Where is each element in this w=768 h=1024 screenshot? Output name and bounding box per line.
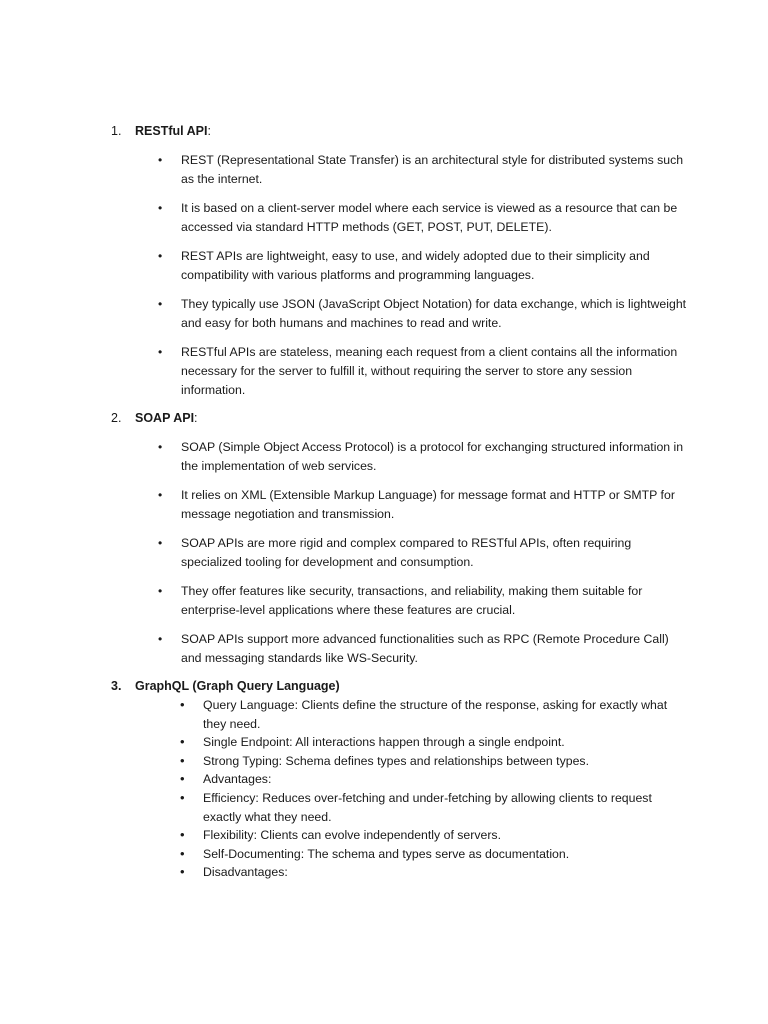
- list-item: [157, 247, 687, 285]
- list-item: [180, 789, 680, 826]
- list-item: [157, 438, 687, 476]
- list-item-text: SOAP (Simple Object Access Protocol) is a protocol for exchanging structured information in the implementation of web services.: [181, 440, 684, 473]
- bullet-icon: •: [180, 789, 185, 805]
- list-item: [180, 696, 680, 733]
- section-heading-restful: [111, 123, 211, 139]
- section-number: 3.: [111, 679, 122, 693]
- graphql-bullet-list: [180, 696, 680, 882]
- list-item: [157, 534, 687, 572]
- section-number: 2.: [111, 411, 122, 425]
- list-item-text: Strong Typing: Schema defines types and relationships between types.: [203, 753, 589, 768]
- bullet-icon: •: [158, 345, 163, 359]
- section-title: SOAP API: [135, 411, 195, 425]
- list-item: [157, 151, 687, 189]
- list-item: [180, 826, 680, 845]
- list-item: [180, 770, 680, 789]
- list-item-text: It relies on XML (Extensible Markup Language) for message format and HTTP or SMTP for message negotiation and transmission.: [181, 488, 675, 521]
- bullet-icon: •: [180, 827, 185, 843]
- list-item-text: REST (Representational State Transfer) is an architectural style for distributed systems such as the internet.: [181, 153, 684, 186]
- list-item: [157, 582, 687, 620]
- bullet-icon: •: [180, 697, 185, 712]
- list-item-text: SOAP APIs support more advanced functionalities such as RPC (Remote Procedure Call) and messaging standards like WS-Security.: [181, 632, 669, 665]
- list-item: [157, 630, 687, 668]
- section-title-suffix: :: [207, 124, 211, 138]
- list-item-text: Disadvantages:: [203, 865, 288, 880]
- list-item: [157, 199, 687, 237]
- list-item-text: Efficiency: Reduces over-fetching and under-fetching by allowing clients to request exactly what they need.: [203, 790, 652, 824]
- bullet-icon: •: [180, 864, 185, 880]
- list-item-text: Self-Documenting: The schema and types serve as documentation.: [203, 846, 570, 861]
- list-item: [180, 752, 680, 771]
- bullet-icon: •: [180, 734, 185, 750]
- bullet-icon: •: [158, 297, 163, 311]
- bullet-icon: •: [158, 153, 163, 167]
- bullet-icon: •: [180, 752, 185, 768]
- list-item-text: They offer features like security, transactions, and reliability, making them suitable for enterprise-level applications where these features are crucial.: [181, 584, 643, 617]
- section-number: 1.: [111, 124, 122, 138]
- list-item-text: REST APIs are lightweight, easy to use, and widely adopted due to their simplicity and compatibility with various platforms and programming languages.: [181, 249, 650, 282]
- list-item-text: SOAP APIs are more rigid and complex compared to RESTful APIs, often requiring specialized tooling for development and consumption.: [181, 536, 632, 569]
- bullet-icon: •: [158, 584, 163, 598]
- section-title-suffix: :: [194, 411, 198, 425]
- soap-bullet-list: [157, 438, 687, 678]
- list-item-text: They typically use JSON (JavaScript Object Notation) for data exchange, which is lightweight and easy for both humans and machines to read and write.: [181, 297, 687, 330]
- bullet-icon: •: [180, 845, 185, 861]
- bullet-icon: •: [180, 771, 185, 787]
- bullet-icon: •: [158, 201, 163, 215]
- list-item-text: Flexibility: Clients can evolve independently of servers.: [203, 828, 502, 843]
- bullet-icon: •: [158, 440, 163, 454]
- restful-bullet-list: [157, 151, 687, 410]
- section-heading-graphql: [111, 678, 340, 694]
- list-item: [180, 845, 680, 864]
- list-item-text: Query Language: Clients define the structure of the response, asking for exactly what they need.: [203, 698, 668, 731]
- list-item-text: Advantages:: [203, 772, 272, 787]
- list-item: [157, 343, 687, 400]
- list-item: [180, 863, 680, 882]
- list-item-text: It is based on a client-server model where each service is viewed as a resource that can be accessed via standard HTTP methods (GET, POST, PUT, DELETE).: [181, 201, 678, 234]
- bullet-icon: •: [158, 488, 163, 502]
- list-item-text: RESTful APIs are stateless, meaning each request from a client contains all the information necessary for the server to fulfill it, without requiring the server to store any session information.: [181, 345, 678, 397]
- section-title: GraphQL (Graph Query Language): [135, 679, 340, 693]
- bullet-icon: •: [158, 632, 163, 646]
- list-item: [180, 733, 680, 752]
- list-item-text: Single Endpoint: All interactions happen through a single endpoint.: [203, 735, 565, 750]
- section-heading-soap: [111, 410, 198, 426]
- list-item: [157, 486, 687, 524]
- section-title: RESTful API: [135, 124, 208, 138]
- bullet-icon: •: [158, 536, 163, 550]
- list-item: [157, 295, 687, 333]
- bullet-icon: •: [158, 249, 163, 263]
